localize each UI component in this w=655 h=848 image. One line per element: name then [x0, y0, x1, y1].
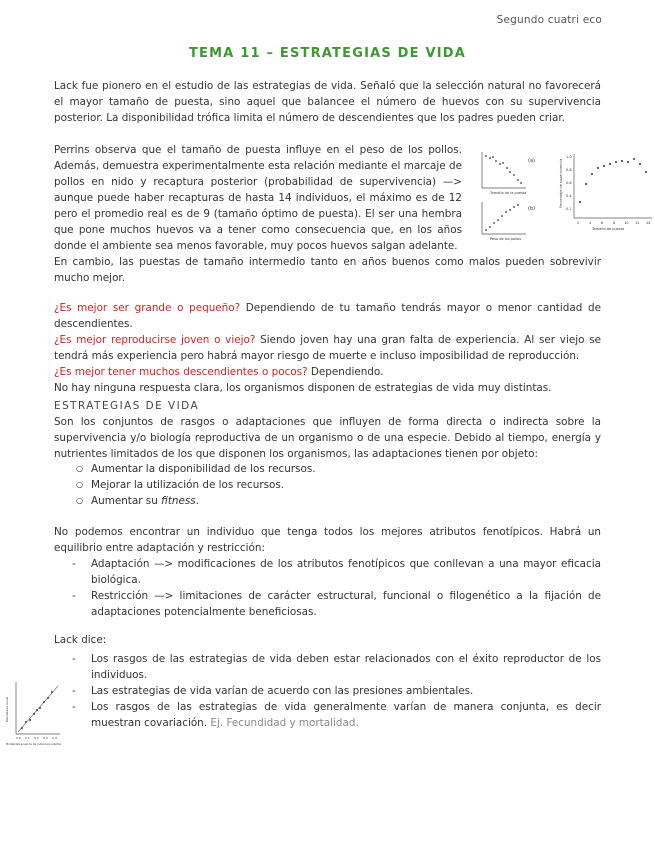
data-point	[21, 727, 23, 729]
ytick: 0.8	[566, 168, 572, 172]
question-text: ¿Es mejor tener muchos descendientes o pocos?	[54, 366, 308, 378]
x-ticks	[16, 736, 57, 740]
data-point	[621, 160, 623, 162]
question-text: ¿Es mejor ser grande o pequeño?	[54, 302, 241, 314]
tradeoff-list	[54, 556, 601, 620]
data-point	[43, 701, 45, 703]
data-point	[633, 158, 635, 160]
question-2	[54, 332, 601, 364]
data-point	[627, 161, 629, 163]
xlabel-b: Peso de los pollos	[490, 237, 522, 241]
xtick: 0.1	[25, 736, 30, 740]
lack-heading: Lack dice:	[54, 634, 107, 646]
figure-mortality	[2, 678, 64, 750]
list-item	[54, 493, 601, 509]
item-text: Aumentar su	[91, 495, 162, 507]
section-heading: ESTRATEGIAS DE VIDA	[54, 400, 200, 412]
ytick: 0.4	[566, 194, 572, 198]
data-point	[517, 204, 519, 206]
data-point	[495, 160, 497, 162]
intro-paragraph: Lack fue pionero en el estudio de las estrategias de vida. Señaló que la selección natural no favorecerá el mayor tamaño de puesta, sino aquel que balancee el número de huevos con su supervivencia posterior. La disponibilidad trófica limita el número de descendientes que los padres pueden criar.	[54, 80, 601, 124]
answer-text: Siendo joven hay una gran falta de experiencia. Al ser viejo se tendrá más experiencia pero habrá mayor riesgo de muerte e incluso imposibilidad de reproducción.	[54, 334, 601, 362]
tag-b: (b)	[528, 206, 536, 212]
data-point	[39, 707, 41, 709]
no-answer-text: No hay ninguna respuesta clara, los organismos disponen de estrategias de vida muy distintas.	[54, 382, 552, 394]
data-point	[485, 229, 487, 231]
question-3	[54, 364, 601, 380]
data-point	[513, 174, 515, 176]
answer-text: Dependiendo.	[307, 366, 384, 378]
data-point	[33, 713, 35, 715]
xtick: 2	[577, 221, 580, 225]
xtick: 4	[589, 221, 592, 225]
data-point	[509, 171, 511, 173]
objectives-list	[54, 461, 601, 509]
scatter-points-a	[485, 155, 522, 184]
data-point	[29, 719, 31, 721]
list-item: ○ Mejorar la utilización de los recursos.	[54, 477, 601, 493]
xtick: 0.2	[34, 736, 39, 740]
data-point	[609, 163, 611, 165]
tradeoff-paragraph: No podemos encontrar un individuo que tenga todos los mejores atributos fenotípicos. Habrá un equilibrio entre adaptación y restricción:	[54, 526, 601, 554]
question-1	[54, 300, 601, 332]
data-point	[497, 219, 499, 221]
data-point	[485, 155, 487, 157]
item-end: .	[195, 495, 200, 507]
data-point	[597, 167, 599, 169]
data-point	[639, 163, 641, 165]
list-item: - Los rasgos de las estrategias de vida deben estar relacionados con el éxito reproductor de los individuos.	[54, 651, 601, 683]
data-point	[615, 161, 617, 163]
xtick: 8	[613, 221, 616, 225]
ytick: 0.6	[566, 181, 572, 185]
data-point	[502, 162, 504, 164]
data-point	[645, 171, 647, 173]
xtick: 0.4	[52, 736, 57, 740]
data-point	[579, 201, 581, 203]
list-item: - Restricción —> limitaciones de carácter estructural, funcional o filogenético a la fijación de adaptaciones potencialmente beneficiosas.	[54, 588, 601, 620]
perrins-conclusion: En cambio, las puestas de tamaño intermedio tanto en años buenos como malos pueden sobrevivir mucho mejor.	[54, 256, 601, 284]
list-item: ○ Aumentar la disponibilidad de los recursos.	[54, 461, 601, 477]
tag-a: (a)	[528, 158, 535, 164]
data-point	[513, 206, 515, 208]
data-point	[36, 709, 38, 711]
xtick: 14	[646, 221, 651, 225]
xtick: 0.0	[16, 736, 21, 740]
data-point	[493, 222, 495, 224]
ylabel-mortality: Mortalidad anual	[5, 696, 9, 722]
question-text: ¿Es mejor reproducirse joven o viejo?	[54, 334, 256, 346]
data-point	[520, 182, 522, 184]
xtick: 6	[601, 221, 604, 225]
data-point	[489, 226, 491, 228]
list-item: - Las estrategias de vida varían de acuerdo con las presiones ambientales.	[54, 683, 601, 699]
example-text: Ej. Fecundidad y mortalidad.	[207, 717, 359, 729]
figure-survival	[558, 150, 655, 240]
section-paragraph: Son los conjuntos de rasgos o adaptaciones que influyen de forma directa o indirecta sobre la supervivencia y/o biología reproductiva de un organismo o de una especie. Debido al tiempo, energía y nutrientes limitados de los que disponen los organismos, las adaptaciones tienen por objeto:	[54, 416, 601, 460]
data-point	[501, 215, 503, 217]
y-ticks	[566, 155, 572, 211]
ytick: 1.0	[566, 155, 572, 159]
xlabel-survival: Tamaño de puesta	[592, 227, 625, 231]
ylabel-survival: Porcentaje de supervivencia	[559, 158, 563, 208]
xtick: 12	[635, 221, 640, 225]
data-point	[509, 209, 511, 211]
xlabel-mortality: Mortalidad anual de los individuos adultos	[6, 743, 61, 746]
data-point	[506, 167, 508, 169]
xtick: 10	[624, 221, 629, 225]
data-point	[492, 156, 494, 158]
page-title: TEMA 11 – ESTRATEGIAS DE VIDA	[188, 46, 467, 61]
data-point	[585, 183, 587, 185]
perrins-paragraph: Perrins observa que el tamaño de puesta influye en el peso de los pollos. Además, demuestra experimentalmente esta relación mediante el marcaje de pollos en nido y recaptura posterior (probabilidad de supervivencia) —> aunque puede haber recapturas de hasta 14 individuos, el máximo es de 12 pero el promedio real es de 9 (tamaño óptimo de puesta). El ser una hembra que pone muchos huevos va a tener como consecuencia que, en los años donde el ambiente sea menos favorable, muy pocos huevos salgan adelante.	[54, 144, 462, 252]
data-point	[47, 697, 49, 699]
xtick: 0.3	[43, 736, 48, 740]
answer-text: Dependiendo de tu tamaño tendrás mayor o menor cantidad de descendientes.	[54, 302, 601, 330]
data-point	[25, 721, 27, 723]
item-text: Los rasgos de las estrategias de vida generalmente varían de manera conjunta, es decir muestran covariación.	[91, 701, 601, 729]
data-point	[517, 179, 519, 181]
data-point	[591, 173, 593, 175]
data-point	[603, 165, 605, 167]
x-ticks	[577, 221, 651, 225]
list-item: - Adaptación —> modificaciones de los atributos fenotípicos que conllevan a una mayor eficacia biológica.	[54, 556, 601, 588]
questions-block	[54, 300, 601, 396]
lack-list	[54, 651, 601, 731]
data-point	[51, 691, 53, 693]
data-point	[489, 157, 491, 159]
figure-a	[482, 152, 535, 195]
list-item	[54, 699, 601, 731]
xlabel-a: Tamaño de la puesta	[490, 191, 527, 195]
figure-b	[482, 202, 535, 241]
scatter-points-b	[485, 204, 519, 231]
figure-clutch-weight	[476, 150, 544, 242]
ytick: 0.2	[566, 207, 572, 211]
scatter-points-survival	[579, 158, 647, 203]
fitness-term: fitness	[161, 495, 196, 507]
data-point	[505, 211, 507, 213]
data-point	[499, 163, 501, 165]
header-semester: Segundo cuatri eco	[496, 14, 602, 26]
